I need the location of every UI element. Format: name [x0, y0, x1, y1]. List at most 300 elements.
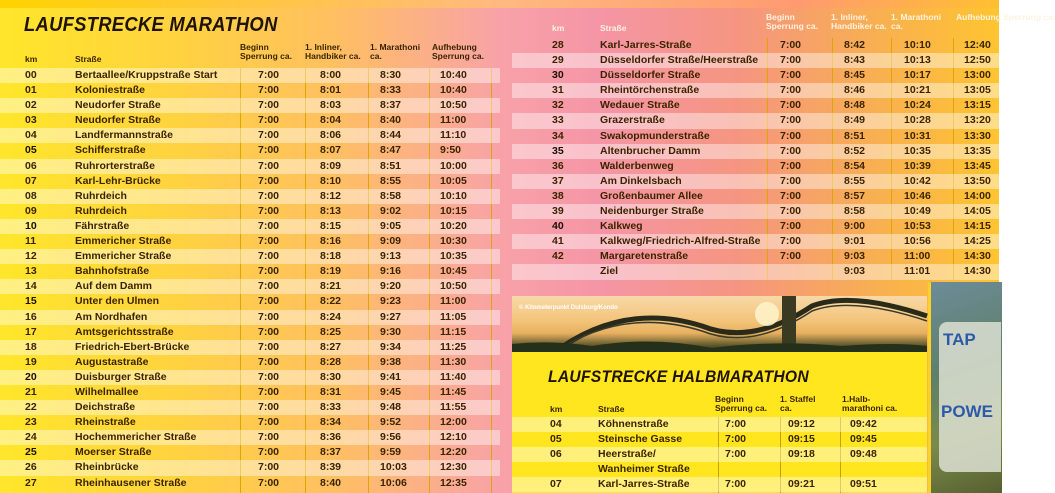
cell-marathoni: 9:30 [380, 325, 402, 338]
cell-aufhebung: 10:05 [440, 174, 467, 187]
cell-staffel: 09:21 [788, 478, 815, 491]
cell-km: 06 [550, 448, 562, 461]
cell-km: 31 [552, 84, 564, 97]
cell-marathoni: 8:37 [380, 99, 402, 112]
cell-marathoni: 10:17 [904, 69, 931, 82]
cell-km: 40 [552, 220, 564, 233]
table-row [512, 417, 927, 432]
cell-km: 08 [25, 189, 37, 202]
cell-km: 10 [25, 219, 37, 232]
cell-km: 14 [25, 280, 37, 293]
cell-strasse: Ruhrdeich [75, 204, 127, 217]
cell-beginn: 7:00 [258, 69, 280, 81]
cell-marathoni: 8:51 [380, 159, 402, 172]
cell-strasse: Margaretenstraße [600, 250, 689, 263]
cell-marathoni: 9:52 [380, 416, 402, 429]
cell-beginn: 7:00 [258, 295, 280, 308]
cell-strasse: Neudorfer Straße [75, 114, 161, 127]
cell-inliner: 9:01 [844, 235, 866, 248]
cell-inliner: 8:34 [320, 416, 342, 429]
cell-marathoni: 8:30 [380, 69, 402, 81]
cell-marathoni: 8:47 [380, 144, 402, 157]
cell-km: 11 [25, 235, 37, 248]
cell-km: 00 [25, 69, 37, 81]
cell-beginn: 7:00 [258, 416, 280, 429]
cell-aufhebung: 14:05 [964, 205, 991, 218]
cell-aufhebung: 11:40 [440, 370, 467, 383]
cell-aufhebung: 14:25 [964, 235, 991, 248]
cell-km: 17 [25, 325, 37, 338]
cell-marathoni: 10:42 [904, 174, 931, 187]
cell-aufhebung: 14:30 [964, 265, 991, 278]
cell-marathoni: 9:27 [380, 310, 402, 323]
cell-strasse: Koloniestraße [75, 84, 146, 97]
cell-beginn: 7:00 [258, 189, 280, 202]
cell-inliner: 8:13 [320, 204, 342, 217]
cell-aufhebung: 10:15 [440, 204, 467, 217]
cell-marathoni: 10:03 [380, 461, 407, 474]
header-km: km [25, 54, 38, 64]
cell-halbmarathoni: 09:51 [850, 478, 877, 491]
cell-inliner: 8:27 [320, 340, 342, 353]
table-row [0, 476, 500, 491]
table-row [512, 249, 999, 264]
cell-km: 24 [25, 431, 37, 444]
cell-strasse: Auf dem Damm [75, 280, 153, 293]
cell-km: 20 [25, 370, 37, 383]
table-row [0, 400, 500, 415]
table-row [512, 159, 999, 174]
cell-beginn: 7:00 [258, 461, 280, 474]
cell-beginn: 7:00 [780, 235, 802, 248]
cell-beginn: 7:00 [258, 265, 280, 278]
cell-strasse: Steinsche Gasse [598, 433, 683, 446]
cell-strasse: Emmericher Straße [75, 250, 172, 263]
cell-marathoni: 8:40 [380, 114, 402, 127]
cell-beginn: 7:00 [258, 219, 280, 232]
cell-inliner: 8:21 [320, 280, 342, 293]
cell-beginn: 7:00 [258, 370, 280, 383]
cell-inliner: 8:10 [320, 174, 342, 187]
cell-aufhebung: 14:00 [964, 189, 991, 202]
table-row [0, 310, 500, 325]
cell-strasse: Ruhrorterstraße [75, 159, 155, 172]
cell-km: 26 [25, 461, 37, 474]
cell-beginn: 7:00 [258, 174, 280, 187]
cell-strasse: Deichstraße [75, 401, 136, 414]
cell-strasse: Friedrich-Ebert-Brücke [75, 340, 190, 353]
cell-beginn: 7:00 [780, 54, 802, 67]
cell-aufhebung: 10:10 [440, 189, 467, 202]
cell-aufhebung: 13:50 [964, 174, 991, 187]
cell-aufhebung: 13:00 [964, 69, 991, 82]
cell-beginn: 7:00 [780, 205, 802, 218]
table-row [0, 234, 500, 249]
cell-strasse: Am Dinkelsbach [600, 174, 682, 187]
cell-marathoni: 9:20 [380, 280, 402, 293]
cell-strasse: Neudorfer Straße [75, 99, 161, 112]
cell-km: 38 [552, 189, 564, 202]
table-row [0, 204, 500, 219]
cell-aufhebung: 10:40 [440, 69, 467, 81]
cell-beginn: 7:00 [780, 99, 802, 112]
table-row [0, 174, 500, 189]
cell-strasse: Rheinhausener Straße [75, 476, 187, 489]
header-strasse: Straße [75, 54, 102, 64]
cell-beginn: 7:00 [258, 340, 280, 353]
cell-beginn: 7:00 [258, 144, 280, 157]
cell-inliner: 8:22 [320, 295, 342, 308]
cell-inliner: 8:33 [320, 401, 342, 414]
header-beginn: Beginn Sperrung ca. [240, 42, 292, 61]
cell-inliner: 8:09 [320, 159, 342, 172]
cell-km: 35 [552, 144, 564, 157]
cell-km: 23 [25, 416, 37, 429]
cell-km: 30 [552, 69, 564, 82]
table-row [0, 279, 500, 294]
cell-strasse: Köhnenstraße [598, 418, 669, 430]
cell-beginn: 7:00 [258, 204, 280, 217]
table-row [512, 264, 999, 279]
cell-beginn: 7:00 [258, 476, 280, 489]
cell-beginn: 7:00 [258, 325, 280, 338]
table-row [0, 460, 500, 475]
cell-aufhebung: 11:55 [440, 401, 467, 414]
cell-strasse: Karl-Jarres-Straße [598, 478, 690, 491]
cell-strasse: Wilhelmallee [75, 385, 139, 398]
cell-aufhebung: 13:35 [964, 144, 991, 157]
cell-km: 22 [25, 401, 37, 414]
cell-beginn: 7:00 [780, 69, 802, 82]
cell-marathoni: 9:34 [380, 340, 402, 353]
cell-marathoni: 9:09 [380, 235, 402, 248]
cell-beginn: 7:00 [258, 84, 280, 97]
cell-aufhebung: 12:50 [964, 54, 991, 67]
cell-km: 05 [25, 144, 37, 157]
cell-beginn: 7:00 [258, 355, 280, 368]
cell-marathoni: 10:35 [904, 144, 931, 157]
cell-inliner: 8:57 [844, 189, 866, 202]
cell-marathoni: 9:56 [380, 431, 402, 444]
cell-strasse: Kalkweg [600, 220, 643, 233]
cell-aufhebung: 12:20 [440, 446, 467, 459]
cell-inliner: 8:01 [320, 84, 342, 97]
cell-km: 36 [552, 159, 564, 172]
header-aufhebung: Aufhebung Sperrung ca. [432, 42, 484, 61]
table-row [0, 445, 500, 460]
cell-inliner: 8:12 [320, 189, 342, 202]
cell-halbmarathoni: 09:45 [850, 433, 877, 446]
marathon-title: LAUFSTRECKE MARATHON [24, 14, 278, 36]
cell-marathoni: 8:44 [380, 129, 402, 142]
cell-aufhebung: 12:35 [440, 476, 467, 489]
cell-beginn: 7:00 [780, 220, 802, 233]
cell-km: 33 [552, 114, 564, 127]
sign-text-1: TAP [943, 330, 976, 349]
cell-aufhebung: 12:30 [440, 461, 467, 474]
table-row [0, 189, 500, 204]
cell-strasse: Rheinbrücke [75, 461, 139, 474]
cell-marathoni: 10:06 [380, 476, 407, 489]
cell-aufhebung: 12:10 [440, 431, 467, 444]
header-aufhebung-right: Aufhebung Sperrung ca. [956, 12, 1055, 22]
cell-aufhebung: 13:30 [964, 129, 991, 142]
table-row [512, 447, 927, 462]
cell-km: 02 [25, 99, 37, 112]
cell-inliner: 8:16 [320, 235, 342, 248]
table-row [512, 432, 927, 447]
header-km-right: km [552, 23, 565, 33]
cell-inliner: 8:15 [320, 219, 342, 232]
table-row [0, 385, 500, 400]
cell-aufhebung: 11:45 [440, 385, 467, 398]
cell-staffel: 09:15 [788, 433, 815, 446]
cell-strasse: Wedauer Straße [600, 99, 680, 112]
cell-inliner: 8:45 [844, 69, 866, 82]
cell-aufhebung: 10:30 [440, 235, 467, 248]
cell-km: 25 [25, 446, 37, 459]
cell-km: 39 [552, 205, 564, 218]
cell-strasse: Unter den Ulmen [75, 295, 160, 308]
table-row [0, 219, 500, 234]
cell-km: 37 [552, 174, 564, 187]
cell-strasse: Altenbrucher Damm [600, 144, 701, 157]
cell-inliner: 8:24 [320, 310, 342, 323]
cell-marathoni: 9:23 [380, 295, 402, 308]
cell-strasse: Karl-Lehr-Brücke [75, 174, 161, 187]
table-row [512, 68, 999, 83]
header-inliner-right: 1. Inliner, Handbiker ca. [831, 12, 887, 31]
cell-km: 32 [552, 99, 564, 112]
cell-strasse: Rheinstraße [75, 416, 136, 429]
cell-beginn: 7:00 [780, 144, 802, 157]
hm-header-halbmarathoni: 1.Halb- marathoni ca. [842, 394, 898, 413]
cell-beginn: 7:00 [258, 431, 280, 444]
cell-aufhebung: 11:05 [440, 310, 467, 323]
cell-marathoni: 10:53 [904, 220, 931, 233]
cell-km: 28 [552, 39, 564, 51]
cell-marathoni: 9:48 [380, 401, 402, 414]
cell-inliner: 9:00 [844, 220, 866, 233]
table-row [0, 370, 500, 385]
cell-marathoni: 9:16 [380, 265, 402, 278]
cell-inliner: 8:52 [844, 144, 866, 157]
cell-km: 06 [25, 159, 37, 172]
cell-aufhebung: 11:30 [440, 355, 467, 368]
cell-inliner: 8:37 [320, 446, 342, 459]
cell-strasse: Moerser Straße [75, 446, 152, 459]
cell-aufhebung: 11:15 [440, 325, 467, 338]
hm-header-beginn: Beginn Sperrung ca. [715, 394, 767, 413]
cell-aufhebung: 11:00 [440, 114, 467, 127]
cell-aufhebung: 10:50 [440, 99, 467, 112]
table-row [0, 68, 500, 83]
cell-beginn: 7:00 [780, 129, 802, 142]
cell-beginn: 7:00 [258, 235, 280, 248]
table-row [0, 128, 500, 143]
table-row [512, 98, 999, 113]
marathon-table-right [512, 38, 999, 280]
cell-inliner: 8:28 [320, 355, 342, 368]
cell-marathoni: 8:33 [380, 84, 402, 97]
cell-inliner: 8:42 [844, 39, 866, 51]
cell-inliner: 8:51 [844, 129, 866, 142]
cell-beginn: 7:00 [725, 433, 747, 446]
top-stripe [0, 0, 999, 8]
marathon-table-left [0, 68, 500, 491]
cell-strasse: Hochemmericher Straße [75, 431, 197, 444]
cell-aufhebung: 13:05 [964, 84, 991, 97]
cell-inliner: 8:19 [320, 265, 342, 278]
header-marathoni-right: 1. Marathoni ca. [891, 12, 942, 31]
cell-aufhebung: 11:00 [440, 295, 467, 308]
table-row [512, 38, 999, 53]
cell-beginn: 7:00 [258, 310, 280, 323]
cell-aufhebung: 10:00 [440, 159, 467, 172]
cell-aufhebung: 14:15 [964, 220, 991, 233]
cell-strasse: Landfermannstraße [75, 129, 174, 142]
cell-aufhebung: 14:30 [964, 250, 991, 263]
table-row [0, 415, 500, 430]
cell-inliner: 8:49 [844, 114, 866, 127]
table-row [0, 325, 500, 340]
sign-text-2: POWE [941, 402, 993, 421]
table-row [512, 144, 999, 159]
photo-tiger-turtle [512, 296, 927, 358]
cell-strasse: Düsseldorfer Straße [600, 69, 701, 82]
cell-marathoni: 10:31 [904, 129, 931, 142]
table-row [0, 430, 500, 445]
cell-beginn: 7:00 [780, 250, 802, 263]
cell-strasse: Swakopmunderstraße [600, 129, 710, 142]
cell-km: 15 [25, 295, 37, 308]
cell-marathoni: 10:21 [904, 84, 931, 97]
cell-marathoni: 10:10 [904, 39, 931, 51]
cell-strasse: Grazerstraße [600, 114, 665, 127]
cell-beginn: 7:00 [780, 174, 802, 187]
cell-marathoni: 10:24 [904, 99, 931, 112]
table-row [0, 83, 500, 98]
cell-beginn: 7:00 [725, 478, 747, 491]
cell-strasse: Karl-Jarres-Straße [600, 39, 692, 51]
cell-inliner: 8:36 [320, 431, 342, 444]
cell-km: 04 [550, 418, 562, 430]
cell-marathoni: 9:45 [380, 385, 402, 398]
cell-marathoni: 9:41 [380, 370, 402, 383]
cell-inliner: 8:30 [320, 370, 342, 383]
cell-km: 34 [552, 129, 564, 142]
table-row [512, 462, 927, 477]
table-row [512, 477, 927, 492]
table-row [512, 113, 999, 128]
cell-inliner: 8:07 [320, 144, 342, 157]
side-photo [928, 282, 1002, 493]
cell-inliner: 8:58 [844, 205, 866, 218]
cell-beginn: 7:00 [780, 114, 802, 127]
table-row [512, 129, 999, 144]
cell-aufhebung: 12:40 [964, 39, 991, 51]
cell-strasse: Wanheimer Straße [598, 463, 690, 476]
cell-inliner: 8:03 [320, 99, 342, 112]
cell-marathoni: 10:46 [904, 189, 931, 202]
cell-halbmarathoni: 09:42 [850, 418, 877, 430]
cell-strasse: Kalkweg/Friedrich-Alfred-Straße [600, 235, 761, 248]
cell-beginn: 7:00 [780, 84, 802, 97]
cell-inliner: 8:43 [844, 54, 866, 67]
cell-km: 12 [25, 250, 37, 263]
cell-inliner: 9:03 [844, 250, 866, 263]
cell-km: 42 [552, 250, 564, 263]
table-row [512, 219, 999, 234]
cell-km: 07 [25, 174, 37, 187]
table-row [0, 340, 500, 355]
cell-marathoni: 9:59 [380, 446, 402, 459]
cell-km: 18 [25, 340, 37, 353]
cell-aufhebung: 13:45 [964, 159, 991, 172]
cell-inliner: 9:03 [844, 265, 866, 278]
cell-inliner: 8:40 [320, 476, 342, 489]
cell-km: 27 [25, 476, 37, 489]
cell-km: 05 [550, 433, 562, 446]
cell-aufhebung: 10:50 [440, 280, 467, 293]
cell-aufhebung: 11:25 [440, 340, 467, 353]
cell-aufhebung: 9:50 [440, 144, 462, 157]
cell-beginn: 7:00 [258, 250, 280, 263]
cell-strasse: Ruhrdeich [75, 189, 127, 202]
cell-marathoni: 10:49 [904, 205, 931, 218]
cell-strasse: Emmericher Straße [75, 235, 172, 248]
cell-aufhebung: 10:35 [440, 250, 467, 263]
cell-marathoni: 10:56 [904, 235, 931, 248]
cell-inliner: 8:48 [844, 99, 866, 112]
cell-marathoni: 11:00 [904, 250, 931, 263]
cell-beginn: 7:00 [258, 385, 280, 398]
cell-km: 19 [25, 355, 37, 368]
cell-beginn: 7:00 [780, 159, 802, 172]
cell-km: 09 [25, 204, 37, 217]
cell-marathoni: 10:28 [904, 114, 931, 127]
cell-inliner: 8:54 [844, 159, 866, 172]
table-row [0, 249, 500, 264]
cell-km: 01 [25, 84, 37, 97]
cell-beginn: 7:00 [258, 280, 280, 293]
cell-strasse: Düsseldorfer Straße/Heerstraße [600, 54, 759, 67]
halbmarathon-title: LAUFSTRECKE HALBMARATHON [548, 367, 809, 386]
header-beginn-right: Beginn Sperrung ca. [766, 12, 818, 31]
header-inliner: 1. Inliner, Handbiker ca. [305, 42, 361, 61]
table-row [512, 83, 999, 98]
cell-marathoni: 9:02 [380, 204, 402, 217]
cell-strasse: Neidenburger Straße [600, 205, 704, 218]
cell-inliner: 8:39 [320, 461, 342, 474]
table-row [0, 143, 500, 158]
table-row [0, 113, 500, 128]
cell-inliner: 8:55 [844, 174, 866, 187]
cell-aufhebung: 13:15 [964, 99, 991, 112]
hm-header-strasse: Straße [598, 404, 625, 414]
cell-halbmarathoni: 09:48 [850, 448, 877, 461]
cell-inliner: 8:46 [844, 84, 866, 97]
cell-strasse: Walderbenweg [600, 159, 674, 172]
cell-aufhebung: 10:20 [440, 219, 467, 232]
header-strasse-right: Straße [600, 23, 627, 33]
table-row [0, 355, 500, 370]
cell-marathoni: 10:39 [904, 159, 931, 172]
table-row [0, 159, 500, 174]
cell-marathoni: 9:13 [380, 250, 402, 263]
photo-caption: © Kilometerpunkt Duisburg/Kondo [519, 305, 618, 311]
cell-marathoni: 9:38 [380, 355, 402, 368]
